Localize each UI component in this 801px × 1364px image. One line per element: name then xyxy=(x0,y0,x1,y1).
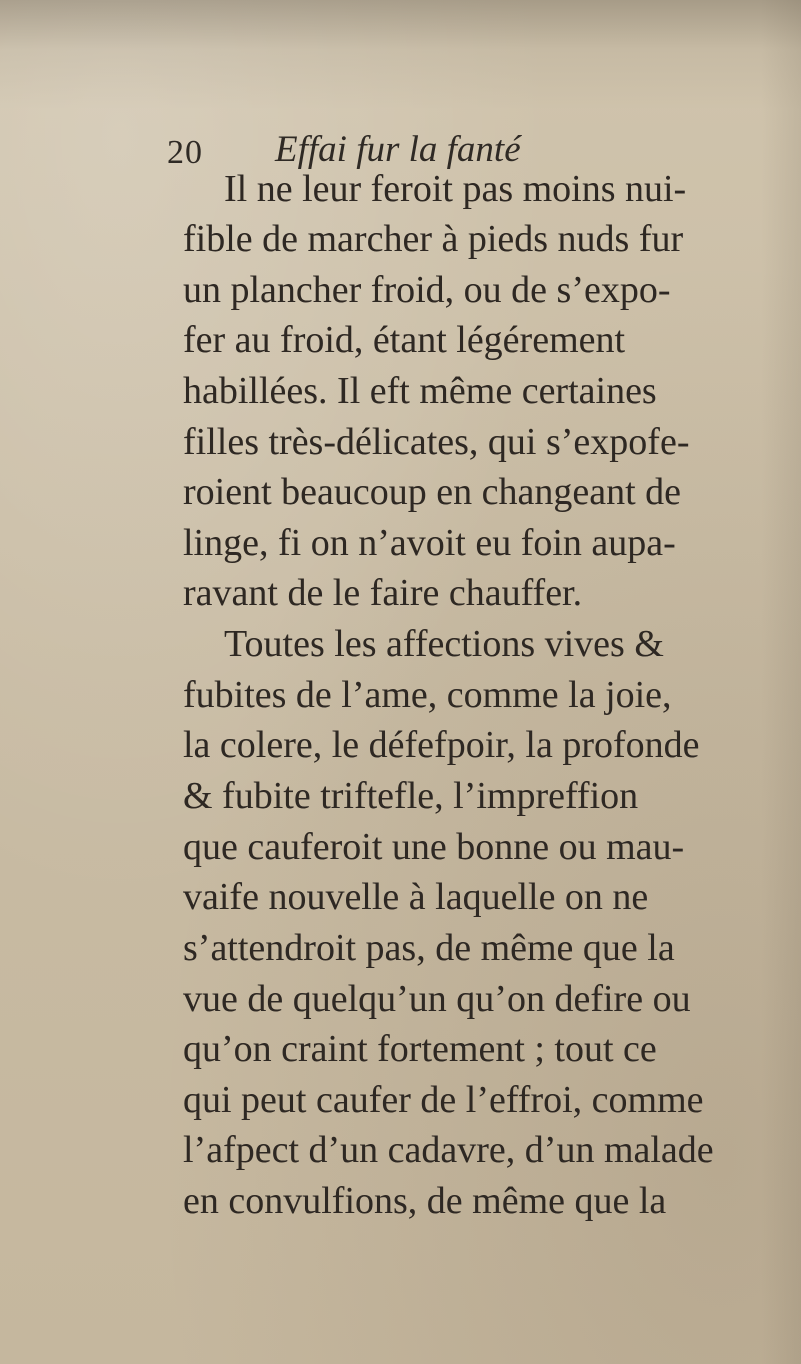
text-line: fible de marcher à pieds nuds fur xyxy=(183,218,684,260)
text-line: habillées. Il eft même certaines xyxy=(183,370,657,412)
text-line: qu’on craint fortement ; tout ce xyxy=(183,1028,657,1070)
text-line: vue de quelqu’un qu’on defire ou xyxy=(183,978,691,1020)
text-line: l’afpect d’un cadavre, d’un malade xyxy=(183,1129,714,1171)
text-line: que cauferoit une bonne ou mau- xyxy=(183,826,685,868)
text-line: un plancher froid, ou de s’expo- xyxy=(183,269,671,311)
text-line: s’attendroit pas, de même que la xyxy=(183,927,675,969)
text-line: & fubite triftefle, l’impreffion xyxy=(183,775,639,817)
text-line: ravant de le faire chauffer. xyxy=(183,572,583,614)
text-line: en convulfions, de même que la xyxy=(183,1180,667,1222)
page-shadow-right xyxy=(761,0,801,1364)
page-shadow-top xyxy=(0,0,801,110)
text-line: filles très-délicates, qui s’expofe- xyxy=(183,421,690,463)
text-line: Il ne leur feroit pas moins nui- xyxy=(224,168,687,210)
text-line: vaife nouvelle à laquelle on ne xyxy=(183,876,649,918)
text-line: linge, fi on n’avoit eu foin aupa- xyxy=(183,522,676,564)
text-line: Toutes les affections vives & xyxy=(224,623,664,665)
running-title: Effai fur la fanté xyxy=(275,129,521,170)
text-line: fubites de l’ame, comme la joie, xyxy=(183,674,672,716)
text-line: fer au froid, étant légérement xyxy=(183,319,626,361)
text-line: roient beaucoup en changeant de xyxy=(183,471,681,513)
text-line: la colere, le défefpoir, la profonde xyxy=(183,724,700,766)
text-line: qui peut caufer de l’effroi, comme xyxy=(183,1079,704,1121)
page-number: 20 xyxy=(167,134,203,171)
